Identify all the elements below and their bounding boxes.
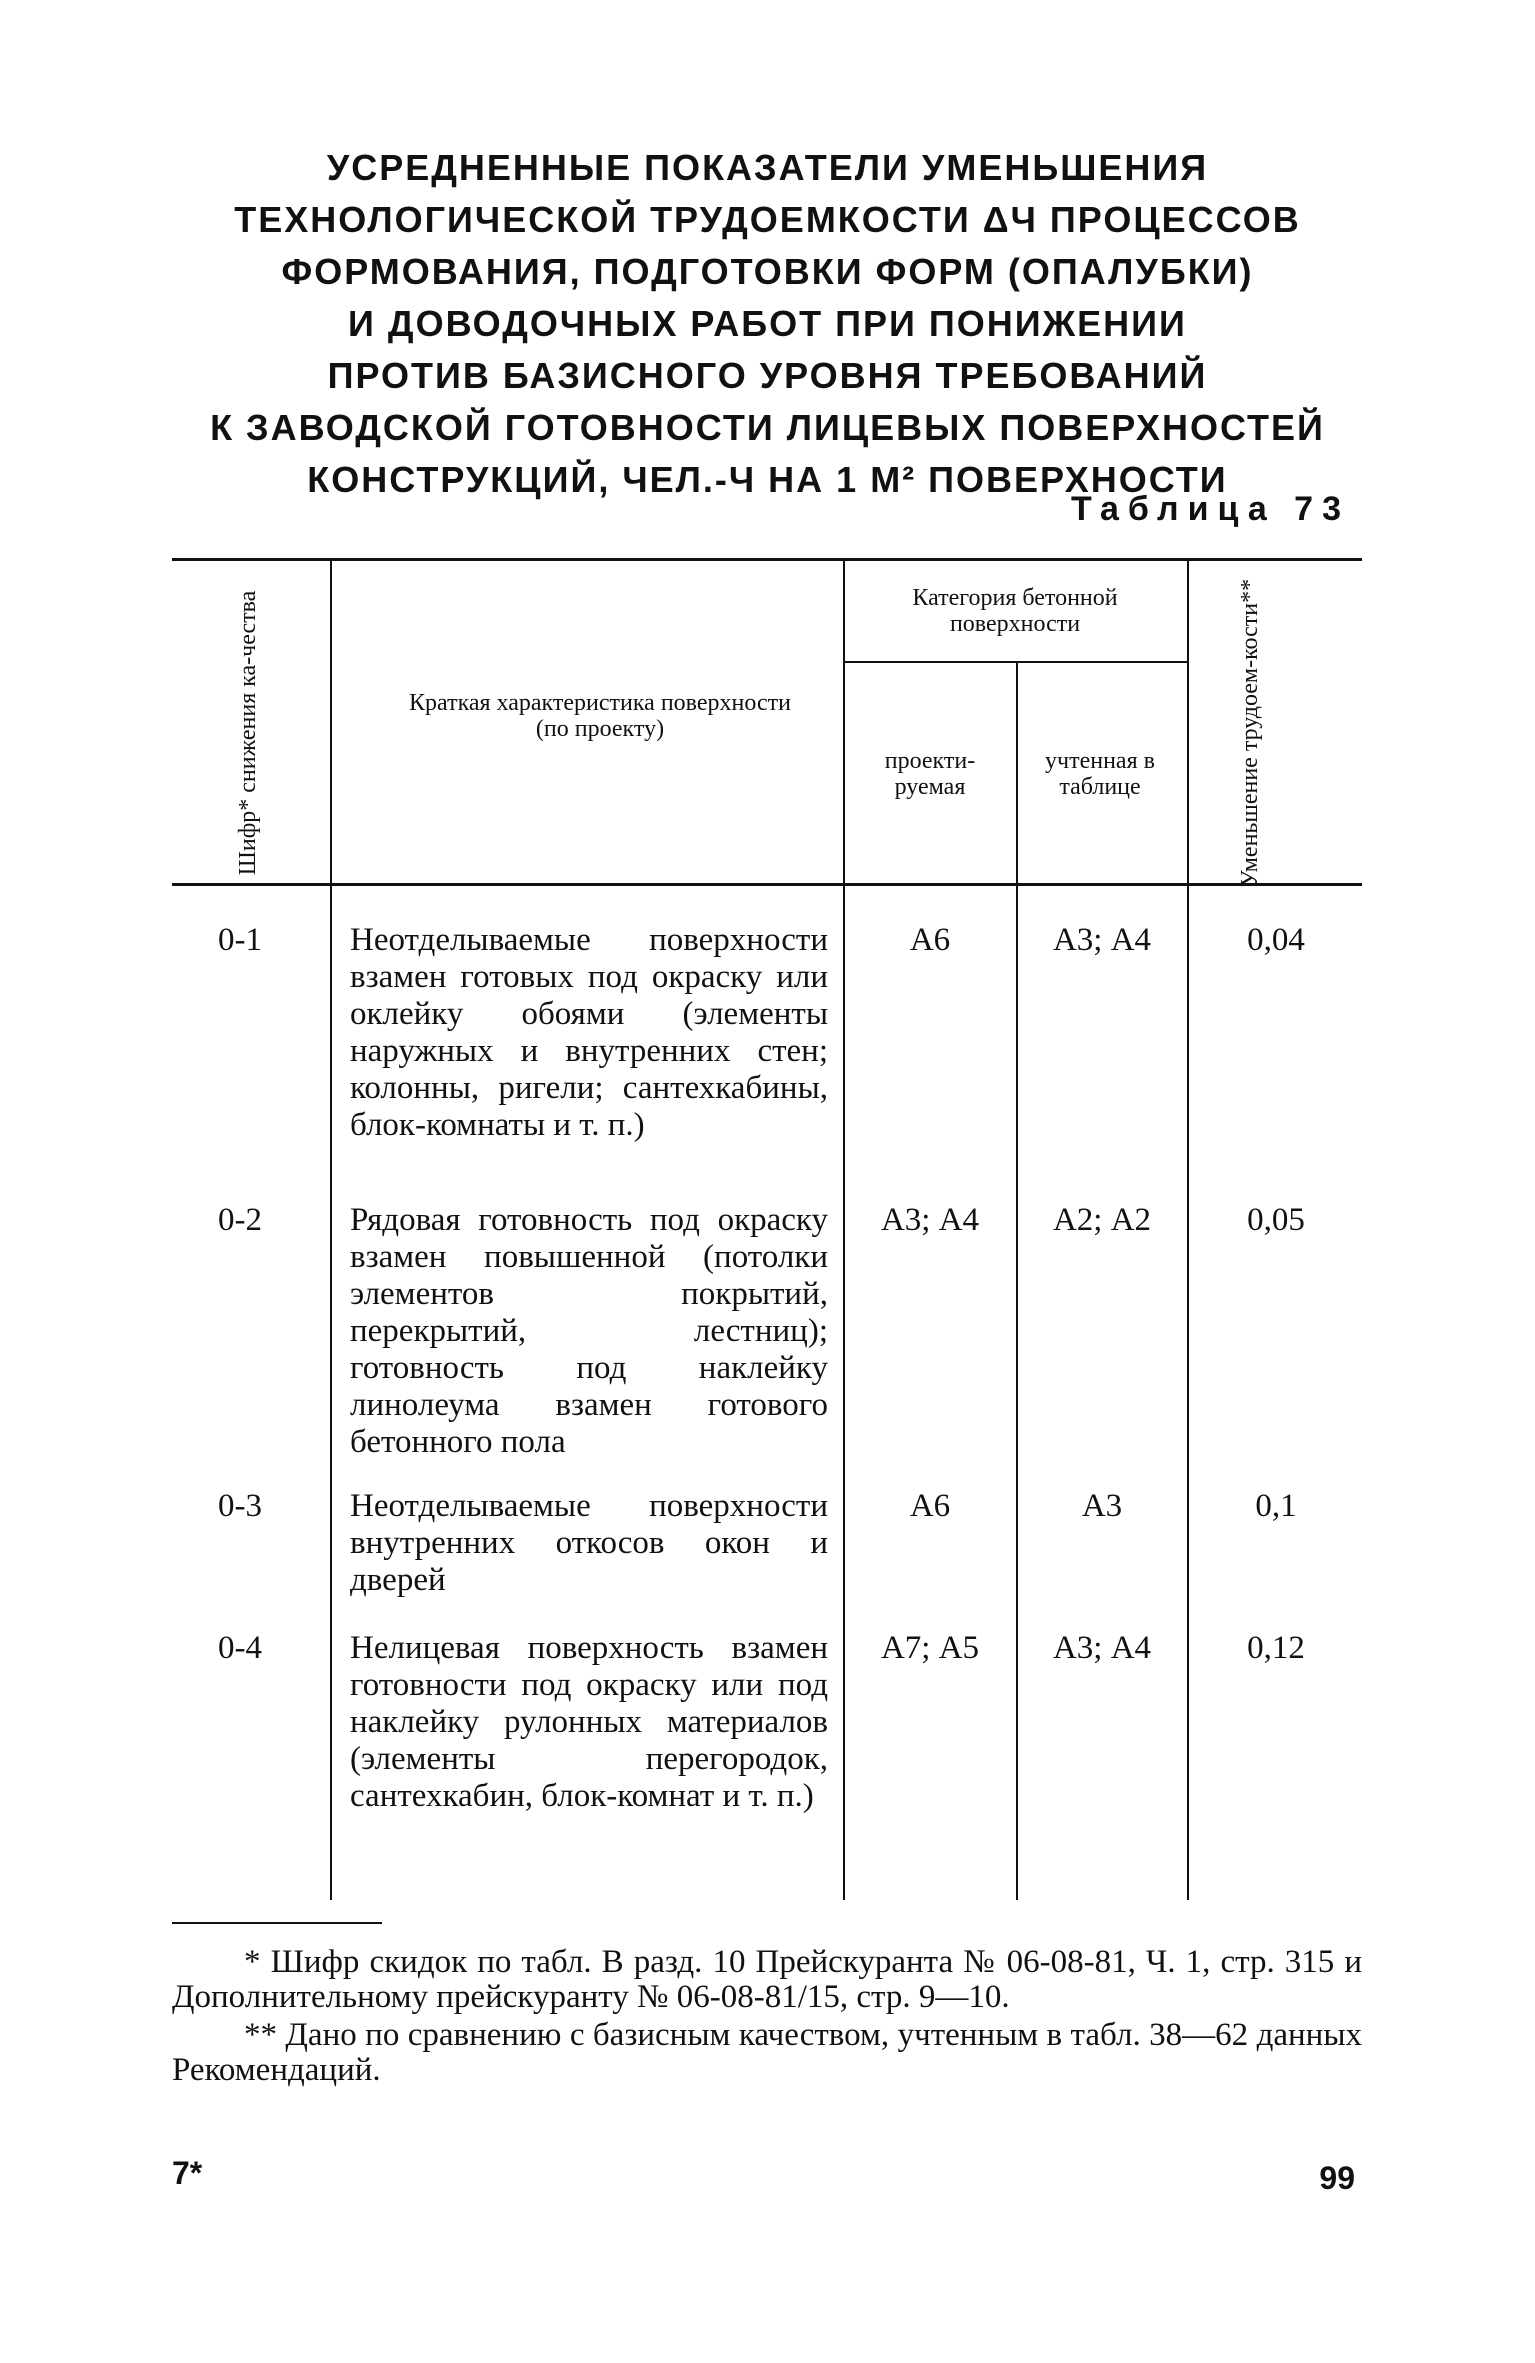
table-row-accounted: А3; А4 — [1052, 1630, 1152, 1666]
table-row-designed: А6 — [909, 1488, 951, 1524]
title-line: ФОРМОВАНИЯ, ПОДГОТОВКИ ФОРМ (ОПАЛУБКИ) — [281, 251, 1254, 292]
table-row-accounted: А3 — [1081, 1488, 1123, 1524]
table-row-designed: А6 — [909, 922, 951, 958]
header-accounted: учтенная в таблице — [1045, 748, 1155, 800]
footnotes — [172, 1945, 1362, 2091]
table-row-code: 0-2 — [218, 1202, 262, 1238]
title-line: КОНСТРУКЦИЙ, ЧЕЛ.-Ч НА 1 М² ПОВЕРХНОСТИ — [307, 459, 1228, 500]
table-row-reduction: 0,04 — [1247, 922, 1305, 958]
header-designed: проекти-руемая — [884, 748, 976, 800]
table-row-accounted: А2; А2 — [1052, 1202, 1152, 1238]
table-row-code: 0-3 — [218, 1488, 262, 1524]
column-divider — [330, 560, 332, 1900]
footnote-rule — [172, 1922, 382, 1924]
title-line: ПРОТИВ БАЗИСНОГО УРОВНЯ ТРЕБОВАНИЙ — [327, 355, 1208, 396]
table-row-designed: А3; А4 — [880, 1202, 980, 1238]
table-row-description: Нелицевая поверхность взамен готовности под окраску или под наклейку рулонных материалов (элементы перегородок, сантехкабин, блок-комнат и т. п.) — [350, 1630, 828, 1814]
page-title — [150, 142, 1385, 506]
signature-mark: 7* — [172, 2155, 203, 2191]
table-row-description: Рядовая готовность под окраску взамен повышенной (потолки элементов покрытий, перекрытий, лестниц); готовность под наклейку линолеума взамен готового бетонного пола — [350, 1202, 828, 1460]
header-description: Краткая характеристика поверхности (по проекту) — [409, 690, 791, 742]
table-row-reduction: 0,05 — [1247, 1202, 1305, 1238]
footnote: ** Дано по сравнению с базисным качеством, учтенным в табл. 38—62 данных Рекомендаций. — [172, 2017, 1362, 2088]
title-line: К ЗАВОДСКОЙ ГОТОВНОСТИ ЛИЦЕВЫХ ПОВЕРХНОСТЕЙ — [210, 407, 1325, 448]
table-row-code: 0-4 — [218, 1630, 262, 1666]
table-row-reduction: 0,1 — [1255, 1488, 1297, 1524]
header-category-group: Категория бетонной поверхности — [912, 585, 1118, 637]
title-line: И ДОВОДОЧНЫХ РАБОТ ПРИ ПОНИЖЕНИИ — [348, 303, 1187, 344]
page-number: 99 — [1319, 2160, 1355, 2196]
table-row-designed: А7; А5 — [880, 1630, 980, 1666]
table-row-code: 0-1 — [218, 922, 262, 958]
footnote: * Шифр скидок по табл. В разд. 10 Прейскуранта № 06-08-81, Ч. 1, стр. 315 и Дополнительному прейскуранту № 06-08-81/15, стр. 9—10. — [172, 1944, 1362, 2015]
header-code: Шифр* снижения ка-чества — [235, 590, 261, 876]
title-line: УСРЕДНЕННЫЕ ПОКАЗАТЕЛИ УМЕНЬШЕНИЯ — [326, 147, 1209, 188]
table-row-reduction: 0,12 — [1247, 1630, 1305, 1666]
title-line: ТЕХНОЛОГИЧЕСКОЙ ТРУДОЕМКОСТИ ΔЧ ПРОЦЕССОВ — [234, 199, 1301, 240]
header-reduction: Уменьшение трудоем-кости** — [1237, 578, 1263, 888]
table-row-description: Неотделываемые поверхности взамен готовых под окраску или оклейку обоями (элементы наружных и внутренних стен; колонны, ригели; сантехкабины, блок-комнаты и т. п.) — [350, 922, 828, 1143]
table-row-description: Неотделываемые поверхности внутренних откосов окон и дверей — [350, 1488, 828, 1598]
column-divider — [1016, 661, 1018, 1900]
header-bottom-rule — [172, 883, 1362, 886]
table-row-accounted: А3; А4 — [1052, 922, 1152, 958]
column-divider — [1187, 560, 1189, 1900]
table-label: Таблица 73 — [1071, 490, 1350, 528]
table-top-rule — [172, 558, 1362, 561]
